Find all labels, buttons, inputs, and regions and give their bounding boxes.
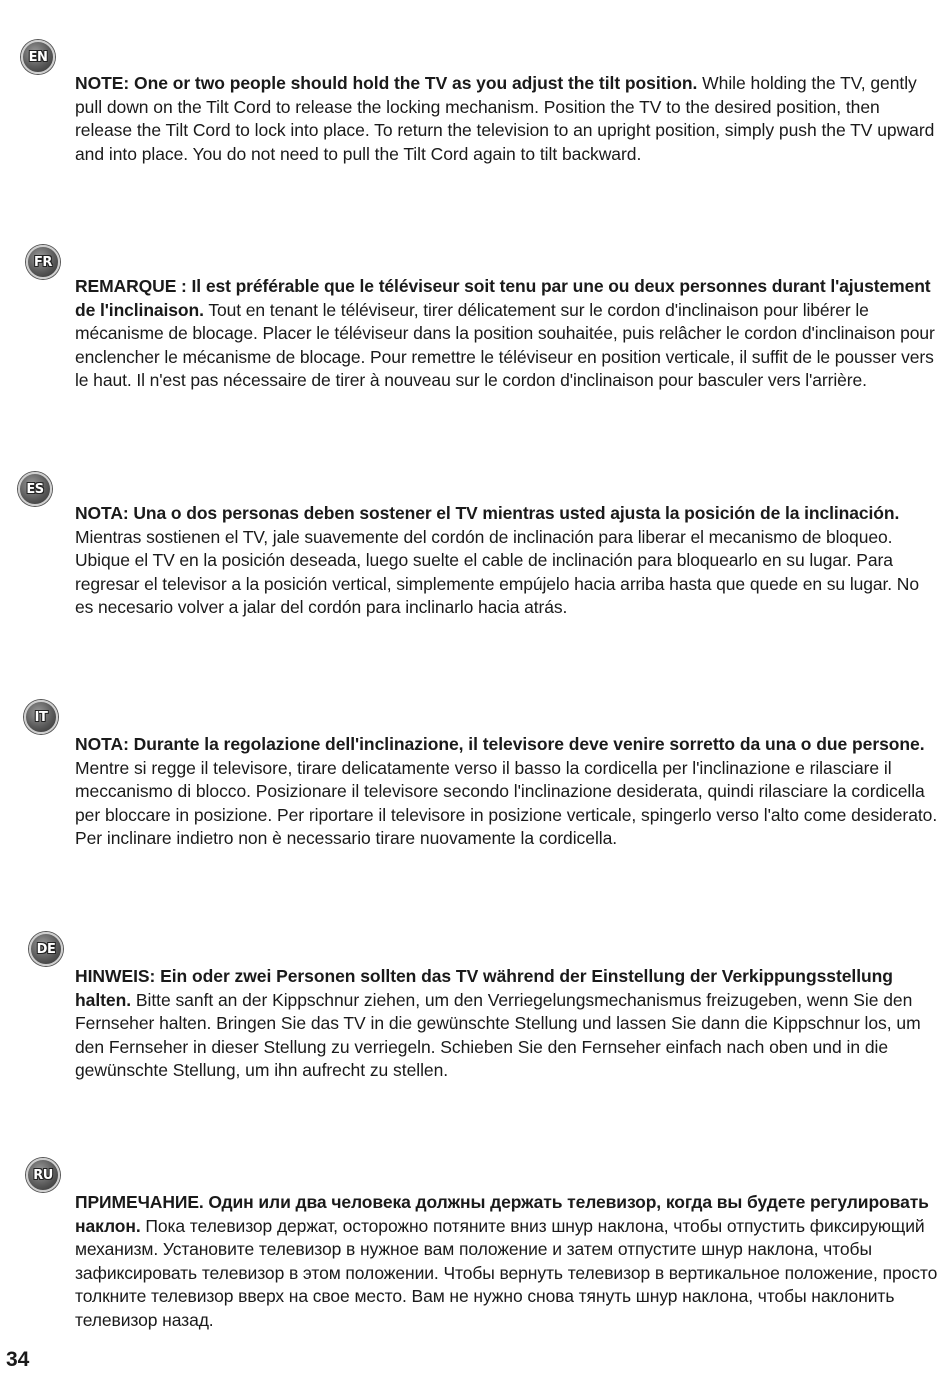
note-paragraph-fr (75, 275, 941, 393)
note-heading: NOTA: Durante la regolazione dell'inclinazione, il televisore deve venire sorretto da una o due persone. (75, 734, 925, 754)
language-badge-en (21, 40, 55, 74)
language-code: DE (36, 941, 56, 957)
note-heading: NOTA: Una o dos personas deben sostener el TV mientras usted ajusta la posición de la inclinación. (75, 503, 900, 523)
language-code: IT (34, 709, 48, 725)
note-paragraph-en (75, 72, 941, 166)
language-badge-es (18, 472, 52, 506)
note-paragraph-de (75, 965, 925, 1083)
note-body: Mentre si regge il televisore, tirare delicatamente verso il basso la cordicella per l'inclinazione e rilasciare il meccanismo di blocco. Posizionare il televisore secondo l'inclinazione desiderata, quindi rilasciare la cordicella per bloccare in posizione. Per riportare il televisore in posizione verticale, spingerlo verso l'alto come desiderato. Per inclinare indietro non è necessario tirare nuovamente la cordicella. (75, 757, 938, 848)
note-body: While holding the TV, gently pull down on the Tilt Cord to release the locking mechanism. Position the TV to the desired position, then release the Tilt Cord to lock into place. To return the television to an upright position, simply push the TV upward and into place. You do not need to pull the Tilt Cord again to tilt backward. (75, 73, 935, 164)
note-heading: HINWEIS: Ein oder zwei Personen sollten das TV während der Einstellung der Verkippungsstellung halten. (75, 966, 893, 1010)
note-heading: REMARQUE : Il est préférable que le téléviseur soit tenu par une ou deux personnes durant l'ajustement de l'inclinaison. (75, 276, 931, 320)
note-body: Mientras sostienen el TV, jale suavemente del cordón de inclinación para liberar el mecanismo de bloqueo. Ubique el TV en la posición deseada, luego suelte el cable de inclinación para bloquearlo en su lugar. Para regresar el televisor a la posición vertical, simplemente empújelo hacia arriba hasta que quede en su lugar. No es necesario volver a jalar del cordón para inclinarlo hacia atrás. (75, 526, 919, 617)
note-paragraph-ru (75, 1191, 941, 1332)
language-code: FR (34, 254, 52, 270)
language-badge-de (29, 932, 63, 966)
note-paragraph-es (75, 502, 941, 620)
note-paragraph-it (75, 733, 941, 851)
language-code: ES (26, 481, 44, 497)
language-badge-ru (26, 1158, 60, 1192)
language-code: RU (33, 1167, 53, 1183)
note-heading: NOTE: One or two people should hold the TV as you adjust the tilt position. (75, 73, 698, 93)
language-code: EN (28, 49, 48, 65)
language-badge-it (24, 700, 58, 734)
language-badge-fr (26, 245, 60, 279)
note-heading: ПРИМЕЧАНИЕ. Один или два человека должны держать телевизор, когда вы будете регулировать наклон. (75, 1192, 929, 1236)
note-body: Tout en tenant le téléviseur, tirer délicatement sur le cordon d'inclinaison pour libérer le mécanisme de blocage. Placer le téléviseur dans la position souhaitée, puis relâcher le cordon d'inclinaison pour enclencher le mécanisme de blocage. Pour remettre le téléviseur en position verticale, il suffit de le pousser vers le haut. Il n'est pas nécessaire de tirer à nouveau sur le cordon d'inclinaison pour basculer vers l'arrière. (75, 299, 935, 390)
note-body: Bitte sanft an der Kippschnur ziehen, um den Verriegelungsmechanismus freizugeben, wenn Sie den Fernseher halten. Bringen Sie das TV in die gewünschte Stellung und lassen Sie dann die Kippschnur los, um den Fernseher in dieser Stellung zu verriegeln. Schieben Sie den Fernseher einfach nach oben und in die gewünschte Stellung, um ihn aufrecht zu stellen. (75, 989, 921, 1080)
note-body: Пока телевизор держат, осторожно потяните вниз шнур наклона, чтобы отпустить фиксирующий механизм. Установите телевизор в нужное вам положение и затем отпустите шнур наклона, чтобы зафиксировать телевизор в этом положении. Чтобы вернуть телевизор в вертикальное положение, просто толкните телевизор вверх на свое место. Вам не нужно снова тянуть шнур наклона, чтобы наклонить телевизор назад. (75, 1215, 938, 1330)
page-number: 34 (6, 1348, 30, 1371)
